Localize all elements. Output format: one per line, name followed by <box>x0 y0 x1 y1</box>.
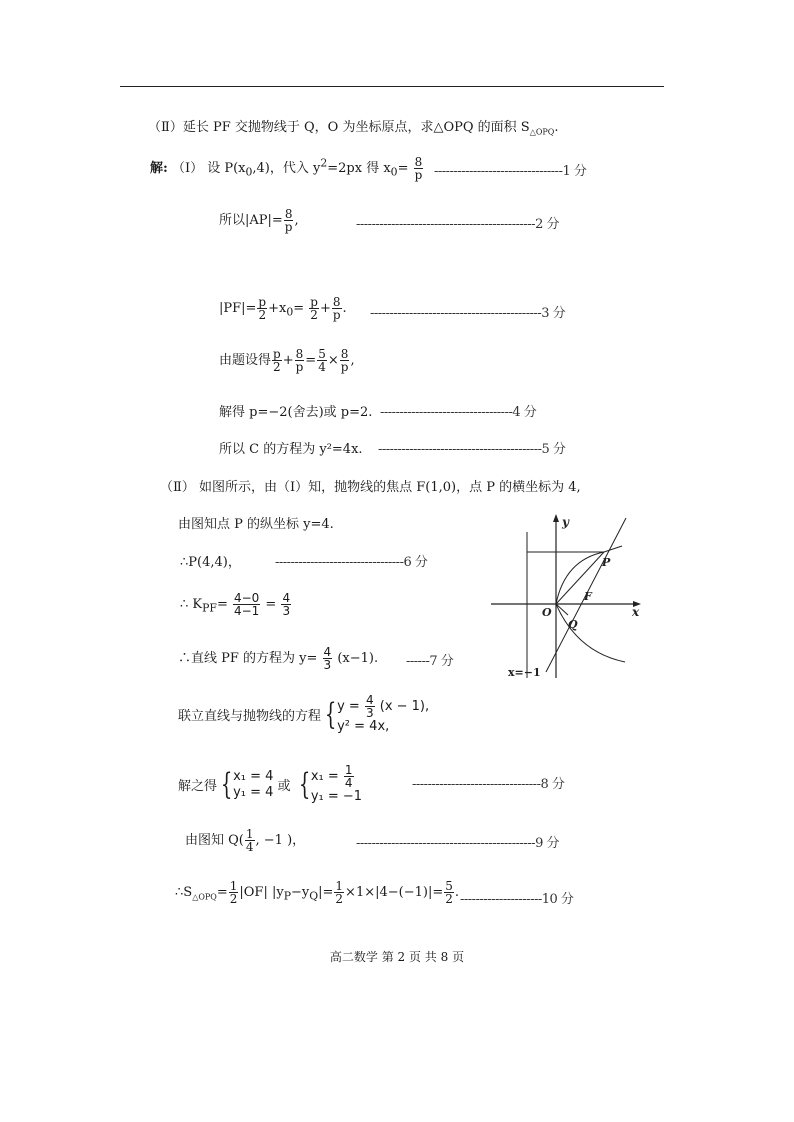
score-line-3: --------------------------------------------3 分 <box>370 306 566 321</box>
score-line-5: ----------------------------------4 分 <box>380 405 537 420</box>
fraction: $\frac{8}{p}$ <box>414 155 423 182</box>
part2-step-8: ∴ $K_{PF}=$ $\frac{4-0}{4-1}$ = $\frac{4}{3}$ <box>180 591 291 618</box>
part2-step-12: 由图知 Q( $\frac{1}{4}$ , −1 )， <box>185 827 306 854</box>
solution-step-6: 所以 C 的方程为 y²=4x. <box>219 442 363 457</box>
part2-step-7: ∴P(4,4)， <box>180 555 241 570</box>
page-footer: 高二数学 第 2 页 共 8 页 <box>329 950 465 964</box>
score-line-2: ----------------------------------------------2 分 <box>356 217 559 232</box>
score-line-11: ---------------------------------8 分 <box>412 777 565 792</box>
solution-step-2: 所以|AP|= $\frac{8}{p}$ , <box>219 207 299 234</box>
x-axis-label: x <box>632 605 640 619</box>
score-line-7: ---------------------------------6 分 <box>275 555 428 570</box>
score-line-12: ----------------------------------------------9 分 <box>356 836 559 851</box>
header-rule <box>120 86 664 87</box>
point-f-label: F <box>584 590 592 603</box>
solution-step-3: |PF|= $\frac{p}{2}$ $+x_0=$ $\frac{p}{2}$ + $\frac{8}{p}$ . <box>219 295 347 322</box>
score-line-13: ---------------------10 分 <box>460 892 574 907</box>
segment-op <box>556 552 604 604</box>
y-axis-arrow <box>553 514 559 522</box>
point-q-label: Q <box>568 618 578 631</box>
point-p-label: P <box>602 556 611 569</box>
part2-line-2: 由图知点 P 的纵坐标 y=4. <box>178 517 334 532</box>
score-line-1: ---------------------------------1 分 <box>434 164 587 179</box>
part2-line-1: （Ⅱ） 如图所示，由（Ⅰ）知，抛物线的焦点 F(1,0)，点 P 的横坐标为 4, <box>160 480 581 495</box>
solution-step-4: 由题设得 $\frac{p}{2}$ + $\frac{8}{p}$ = $\frac{5}{4}$ × $\frac{8}{p}$ , <box>219 347 355 374</box>
origin-label: O <box>542 606 552 619</box>
parabola-figure <box>486 512 646 682</box>
part2-step-13: $\therefore S_{\triangle OPQ}=$ $\frac{1}{2}$ |OF| $|y_P-y_Q|=$ $\frac{1}{2}$ ×1×|4−(−1)|= $\frac{5}{2}$ . <box>175 879 460 906</box>
segment-oq <box>556 604 568 615</box>
directrix-label: x=−1 <box>508 666 541 679</box>
part2-step-9: ∴直线 PF 的方程为 y= $\frac{4}{3}$ (x−1). <box>178 645 379 672</box>
part2-step-10: 联立直线与抛物线的方程 { y = $\frac{4}{3}$ (x − 1), y² = 4x, <box>178 693 430 734</box>
y-axis-label: y <box>562 515 569 529</box>
part2-step-11: 解之得 { x₁ = 4 y₁ = 4 或 { x₁ = $\frac{1}{4}$ y₁ = −1 <box>178 763 363 804</box>
solution-step-1: 解: （Ⅰ） 设 $P(x_0,4)$，代入 $y^2=2px$ 得 $x_0=$ $\frac{8}{p}$ <box>150 155 423 182</box>
problem-part2: （Ⅱ）延长 PF 交抛物线于 Q，O 为坐标原点，求△OPQ 的面积 $S_{\triangle OPQ}$. <box>148 120 559 137</box>
score-line-9: ------7 分 <box>406 654 454 669</box>
score-line-6: ------------------------------------------5 分 <box>378 442 566 457</box>
solution-step-5: 解得 p=−2(舍去)或 p=2. <box>219 405 373 420</box>
